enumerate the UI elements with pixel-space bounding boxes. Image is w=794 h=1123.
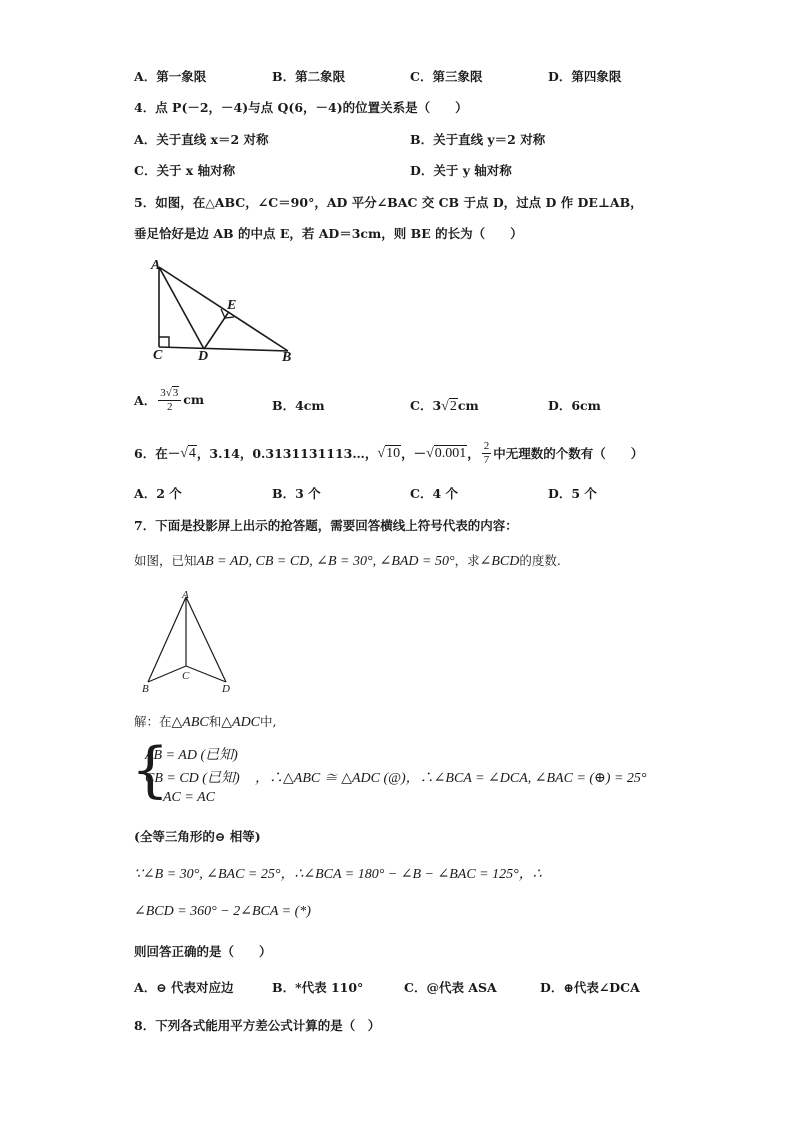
q3-option-d: D．第四象限	[548, 69, 622, 84]
q7-sol-t1: △ABC	[171, 715, 209, 730]
q5-option-a-rad: 3	[172, 387, 179, 399]
q3-option-a: A．第一象限	[134, 69, 207, 84]
q7-sol-t2: △ADC	[221, 715, 261, 730]
q7-given-target: ∠BCD	[479, 554, 520, 569]
q7-given-prefix: 如图，已知	[134, 553, 197, 568]
q7-option-b: B．*代表 110°	[272, 980, 364, 995]
q5-label-e: E	[227, 298, 237, 313]
q7-solution-intro	[134, 712, 277, 731]
q6-suffix: 中无理数的个数有（ ）	[493, 446, 644, 462]
q7-sol-and: 和	[208, 714, 222, 729]
q6-stem: 6．在－ √4 ，3.14，0.3131131113…， √10 ，－ √0.001 ， $\frac{2}{7}$ 中无理数的个数有（ ）	[134, 440, 644, 466]
q5-option-c: C．3√2cm	[410, 398, 479, 414]
q7-kite-figure	[138, 588, 238, 696]
q5-label-b: B	[282, 350, 292, 365]
q6-rad2: 10	[386, 445, 401, 461]
q7-ask: 则回答正确的是（ ）	[134, 944, 272, 959]
q5-option-c-prefix: C．3	[410, 398, 442, 413]
q7-label-c: C	[182, 670, 190, 682]
q7-system-line1: AB = AD (已知)	[145, 748, 238, 763]
q4-option-c: C．关于 x 轴对称	[134, 163, 236, 178]
q7-given-suffix: 的度数.	[519, 553, 561, 568]
q7-label-b: B	[142, 683, 149, 695]
q5-option-c-unit: cm	[457, 398, 479, 413]
q5-option-c-rad: 2	[449, 399, 457, 414]
q5-label-a: A	[151, 258, 161, 273]
q7-note: (全等三角形的⊖ 相等)	[134, 829, 261, 844]
q7-after-system: ，∴△ABC ≅ △ADC (@)，∴∠BCA = ∠DCA, ∠BAC = (⊕) = 25°	[255, 771, 647, 786]
q7-option-d: D．⊕代表∠DCA	[540, 980, 640, 995]
q5-triangle-figure	[140, 255, 310, 367]
q8-stem: 8．下列各式能用平方差公式计算的是（ ）	[134, 1018, 381, 1033]
q3-option-c: C．第三象限	[410, 69, 483, 84]
q7-given	[134, 551, 561, 570]
q6-rad3: 0.001	[434, 445, 467, 461]
q7-system-line3: AC = AC	[163, 790, 215, 805]
q5-option-a-prefix: A．	[134, 392, 157, 408]
q7-sol-prefix: 解：在	[134, 714, 172, 729]
q5-stem-line1: 5．如图，在△ABC，∠C＝90°，AD 平分∠BAC 交 CB 于点 D，过点 D 作 DE⊥AB，	[134, 195, 643, 210]
q6-option-a: A．2 个	[134, 486, 182, 501]
q6-mid1: ，3.14，0.3131131113…，	[196, 446, 378, 462]
q4-option-b: B．关于直线 y＝2 对称	[410, 132, 546, 147]
q5-stem-line2: 垂足恰好是边 AB 的中点 E，若 AD＝3cm，则 BE 的长为（ ）	[134, 226, 523, 241]
q5-option-b: B．4cm	[272, 398, 325, 413]
q3-option-b: B．第二象限	[272, 69, 346, 84]
q4-option-d: D．关于 y 轴对称	[410, 163, 512, 178]
q6-frac-den: 7	[483, 453, 490, 466]
q5-option-a-num: 3	[160, 387, 166, 399]
q5-label-c: C	[153, 348, 163, 363]
q4-stem: 4．点 P(－2，－4)与点 Q(6，－4)的位置关系是（ ）	[134, 100, 468, 115]
q6-mid3: ，	[467, 446, 480, 462]
q7-system-line2: CB = CD (已知)	[145, 771, 240, 786]
q6-frac-num: 2	[483, 440, 490, 452]
q5-option-a-unit: cm	[183, 392, 205, 408]
q6-option-c: C．4 个	[410, 486, 458, 501]
q6-rad1: 4	[188, 445, 196, 461]
q7-label-d: D	[222, 683, 230, 695]
q5-label-d: D	[198, 349, 209, 364]
q6-option-d: D．5 个	[548, 486, 597, 501]
q7-sol-mid: 中,	[260, 714, 277, 729]
q5-option-a-fraction: $\frac{3√3}{2}$	[158, 386, 181, 413]
q6-prefix: 6．在－	[134, 446, 181, 462]
q6-mid2: ，－	[401, 446, 427, 462]
q7-label-a: A	[182, 589, 189, 601]
q7-system-brace: {	[131, 735, 170, 805]
q7-line-because: ∵∠B = 30°, ∠BAC = 25°，∴∠BCA = 180° − ∠B − ∠BAC = 125°，∴	[134, 867, 542, 882]
q5-option-a	[134, 386, 204, 413]
q6-fraction	[482, 440, 492, 466]
q6-option-b: B．3 个	[272, 486, 321, 501]
q7-line-bcd: ∠BCD = 360° − 2∠BCA = (*)	[134, 904, 311, 919]
q4-option-a: A．关于直线 x＝2 对称	[134, 132, 269, 147]
q7-option-a: A．⊖ 代表对应边	[134, 980, 234, 995]
q7-given-math: AB = AD, CB = CD, ∠B = 30°, ∠BAD = 50°	[196, 554, 455, 569]
q5-option-a-den: 2	[166, 400, 173, 413]
q7-stem: 7．下面是投影屏上出示的抢答题，需要回答横线上符号代表的内容：	[134, 518, 518, 533]
q7-given-mid: ，求	[454, 553, 480, 568]
q7-option-c: C．@代表 ASA	[404, 980, 497, 995]
q5-option-d: D．6cm	[548, 398, 601, 413]
